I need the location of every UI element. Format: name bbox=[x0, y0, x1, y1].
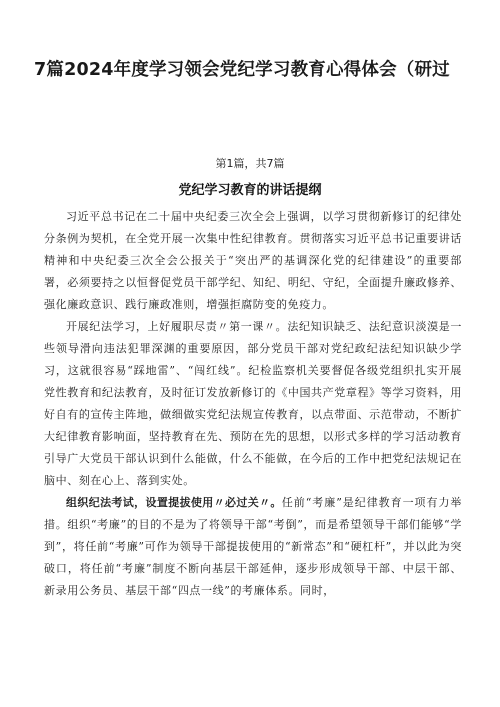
paragraph-text: 开展纪法学习，上好履职尽责〃第一课〃。法纪知识缺乏、法纪意识淡漠是一些领导滑向违法犯罪深渊的重要原因，部分党员干部对党纪政纪法纪知识缺少学习，这就很容易“踩地雷”、“闯红线”。纪检监察机关要督促各级党组织扎实开展党性教育和纪法教育，及时征订发放新修订的《中国共产党章程》等学习资料，用好自有的宣传主阵地，做细做实党纪法规宣传教育，以点带面、示范带动，不断扩大纪律教育影响面，坚持教育在先、预防在先的思想，以形式多样的学习活动教育引导广大党员干部认识到什么能做，什么不能做，在今后的工作中把党纪法规记在脑中、刻在心上、落到实处。 bbox=[44, 320, 462, 487]
paragraph-1 bbox=[44, 206, 462, 316]
paragraph-3 bbox=[44, 492, 462, 602]
document-title: 7篇2024年度学习领会党纪学习教育心得体会（研过 bbox=[34, 60, 450, 80]
paragraph-text: 习近平总书记在二十届中央纪委三次全会上强调，以学习贯彻新修订的纪律处分条例为契机，在全党开展一次集中性纪律教育。贯彻落实习近平总书记重要讲话精神和中央纪委三次全会公报关于“突出严的基调深化党的纪律建设”的重要部署，必须要持之以恒督促党员干部学纪、知纪、明纪、守纪，全面提升廉政修养、强化廉政意识、践行廉政准则，增强拒腐防变的免疫力。 bbox=[44, 210, 462, 311]
section-title: 党纪学习教育的讲话提纲 bbox=[178, 183, 322, 198]
paragraph-2 bbox=[44, 316, 462, 492]
paragraph-lead: 组织纪法考试，设置提拔使用〃必过关〃。 bbox=[66, 496, 282, 509]
part-indicator: 第1篇，共7篇 bbox=[215, 157, 285, 170]
document-body bbox=[44, 206, 462, 602]
paragraph-text: 任前“考廉”是纪律教育一项有力举措。组织“考廉”的目的不是为了将领导干部“考倒”，而是希望领导干部们能够“学到”，将任前“考廉”可作为领导干部提拔使用的“新常态”和“硬杠杆”，并以此为突破口，将任前“考廉”制度不断向基层干部延伸，逐步形成领导干部、中层干部、新录用公务员、基层干部“四点一线”的考廉体系。同时， bbox=[44, 496, 462, 597]
